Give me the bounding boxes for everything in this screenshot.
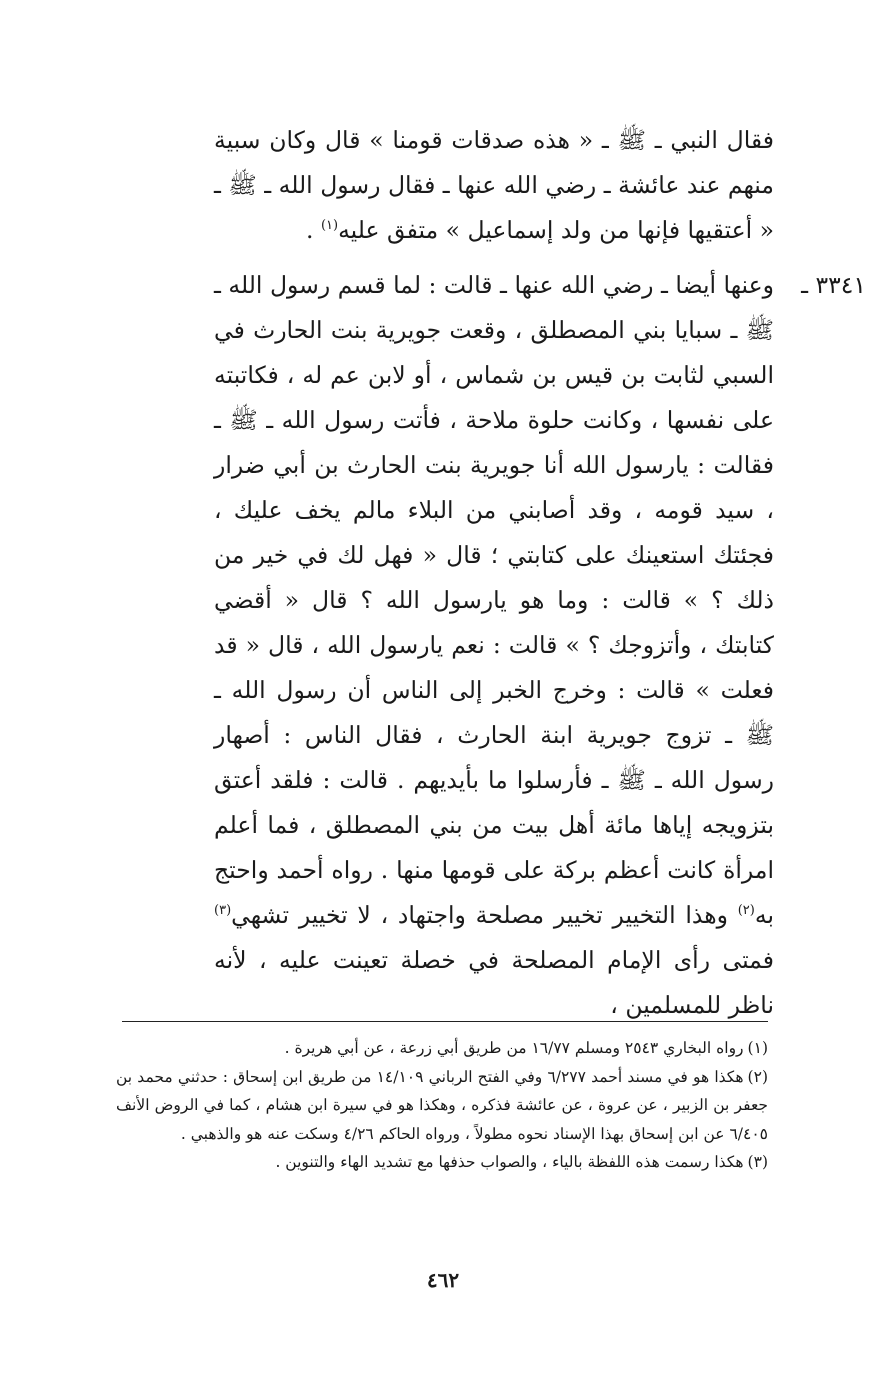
paragraph-1-text: فقال النبي ـ ﷺ ـ « هذه صدقات قومنا » قال وكان سبية منهم عند عائشة ـ رضي الله عنها ـ فقال رسول الله ـ ﷺ ـ « أعتقيها فإنها من ولد إسماعيل » متفق عليه	[214, 126, 774, 244]
footnote-2-text: هكذا هو في مسند أحمد ٦/٢٧٧ وفي الفتح الرباني ١٤/١٠٩ من طريق ابن إسحاق : حدثني محمد بن جعفر بن الزبير ، عن عروة ، عن عائشة فذكره ، وهكذا هو في سيرة ابن هشام ، كما في الروض الأنف ٦/٤٠٥ عن ابن إسحاق بهذا الإسناد نحوه مطولاً ، ورواه الحاكم ٤/٢٦ وسكت عنه هو والذهبي .	[116, 1067, 768, 1143]
footnote-3-marker: (٣)	[747, 1153, 768, 1171]
footnote-1-marker: (١)	[747, 1039, 768, 1057]
hadith-text-b: وهذا التخيير تخيير مصلحة واجتهاد ، لا تخيير تشهي	[231, 901, 738, 929]
hadith-number: ٣٣٤١ ـ	[801, 271, 866, 299]
footnote-ref-2: (٢)	[737, 903, 755, 919]
main-text-body	[214, 118, 866, 1028]
hadith-paragraph	[214, 263, 866, 1028]
hadith-text-a: وعنها أيضا ـ رضي الله عنها ـ قالت : لما قسم رسول الله ـ ﷺ ـ سبايا بني المصطلق ، وقعت جويرية بنت الحارث في السبي لثابت بن قيس بن شماس ، أو لابن عم له ، فكاتبته على نفسها ، وكانت حلوة ملاحة ، فأتت رسول الله ـ ﷺ ـ فقالت : يارسول الله أنا جويرية بنت الحارث بن أبي ضرار ، سيد قومه ، وقد أصابني من البلاء مالم يخف عليك ، فجئتك استعينك على كتابتي ؛ قال « فهل لك في خير من ذلك ؟ » قالت : وما هو يارسول الله ؟ قال « أقضي كتابتك ، وأتزوجك ؟ » قالت : نعم يارسول الله ، قال « قد فعلت » قالت : وخرج الخبر إلى الناس أن رسول الله ـ ﷺ ـ تزوج جويرية ابنة الحارث ، فقال الناس : أصهار رسول الله ـ ﷺ ـ فأرسلوا ما بأيديهم . قالت : فلقد أعتق بتزويجه إياها مائة أهل بيت من بني المصطلق ، فما أعلم امرأة كانت أعظم بركة على قومها منها . رواه أحمد واحتج به	[214, 271, 774, 929]
footnotes-section	[116, 1034, 768, 1177]
footnote-divider	[122, 1021, 768, 1022]
footnote-1	[116, 1034, 768, 1063]
footnote-ref-1: (١)	[320, 218, 339, 234]
footnote-ref-3: (٣)	[214, 903, 232, 919]
hadith-text-c: فمتى رأى الإمام المصلحة في خصلة تعينت عليه ، لأنه ناظر للمسلمين ،	[214, 946, 774, 1019]
footnote-3	[116, 1148, 768, 1177]
footnote-2	[116, 1063, 768, 1149]
footnote-2-marker: (٢)	[747, 1067, 768, 1086]
paragraph-continuation	[214, 118, 774, 253]
footnote-3-text: هكذا رسمت هذه اللفظة بالياء ، والصواب حذفها مع تشديد الهاء والتنوين .	[275, 1153, 744, 1171]
page-number: ٤٦٢	[426, 1268, 460, 1292]
paragraph-1-end: .	[305, 216, 321, 244]
footnote-1-text: رواه البخاري ٢٥٤٣ ومسلم ١٦/٧٧ من طريق أبي زرعة ، عن أبي هريرة .	[284, 1039, 744, 1057]
